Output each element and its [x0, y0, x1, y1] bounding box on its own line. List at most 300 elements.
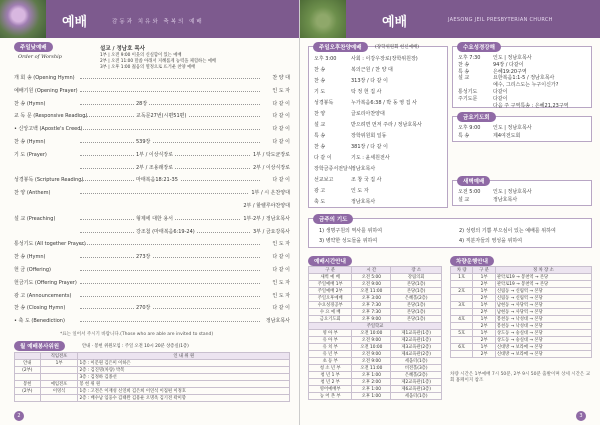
- school-cell: 오전 10:00: [352, 330, 391, 337]
- worship-row-leader: 다 같 이: [272, 177, 290, 184]
- friday-label: 금요기도회: [457, 112, 496, 122]
- worship-row-label: 찬 양 (Anthem): [14, 190, 51, 197]
- duty-table: [14, 352, 290, 402]
- schedule-value: 글로리아찬양대: [351, 111, 385, 117]
- duty-row: [15, 367, 290, 374]
- schedule-key: 오전 5:00: [458, 189, 481, 195]
- church-school-label: 주일학교: [309, 323, 442, 330]
- schedule-label: 예배시간안내: [308, 256, 352, 266]
- page-number-right: 3: [576, 411, 586, 421]
- car-cell: 5호: [451, 330, 473, 337]
- worship-row-label: 찬 송 (Closing Hymn): [14, 305, 66, 312]
- duty-cell: [40, 374, 78, 381]
- school-cell: 제2교육관(1층): [391, 337, 442, 344]
- dotted-leader: [80, 283, 260, 284]
- leaf-photo: [300, 0, 346, 38]
- schedule-value: 다음 주 구역특송 : 은혜21,23구역: [493, 102, 569, 109]
- evening-worship-label: 주일오후찬양예배: [313, 42, 368, 52]
- schedule-key: 설 교: [458, 75, 470, 82]
- worship-row: [14, 228, 290, 236]
- car-note: 차량 시간은 1부예배 7시 50분, 2부 9시 50분 출발이며 상세 시간은 교회 홈페이지 참조: [450, 372, 591, 383]
- car-cell: 신대방 → 보라매 → 본당: [495, 351, 591, 358]
- duty-subtitle: 안내 · 봉헌 위원모임 : 주일 오전 10시 20분 상층실(1층): [82, 344, 189, 349]
- schedule-value: 인 도 자: [351, 188, 369, 194]
- duty-header: 인 내 위 원: [78, 353, 290, 360]
- schedule-header: 시 간: [352, 267, 391, 274]
- worship-row-label: 성경봉독 (Scripture Reading): [14, 177, 84, 184]
- schedule-value: 예수, 그리스도는 누구이신가?: [493, 82, 559, 89]
- car-row: [451, 302, 592, 309]
- school-row: [309, 386, 442, 393]
- worship-row-leader: 인 도 자: [272, 292, 290, 299]
- worship-row-leader: 2부 / 할렐루야찬양대: [243, 203, 290, 209]
- right-banner-title: 예배: [382, 15, 408, 30]
- worship-row-detail: 2부 / 조용래장로: [136, 164, 174, 171]
- left-banner-subtitle: 감동과 치유와 축복의 예배: [112, 19, 204, 25]
- car-row: [451, 344, 592, 351]
- duty-cell: [15, 395, 41, 402]
- left-banner: [0, 0, 300, 38]
- car-cell: 1부: [473, 274, 495, 281]
- schedule-value: 제4여전도회: [493, 133, 521, 139]
- school-cell: 오후 1:00: [352, 393, 391, 400]
- schedule-value: 정남호목사: [351, 199, 376, 205]
- schedule-cell: 오후 3:00: [352, 295, 391, 302]
- worship-row-leader: 인 도 자: [272, 241, 290, 248]
- school-row: [309, 372, 442, 379]
- worship-row: [14, 100, 290, 108]
- car-row: [451, 309, 592, 316]
- school-cell: 영어예배부: [309, 386, 352, 393]
- schedule-value: 인도 | 정남호목사: [493, 55, 532, 61]
- dotted-leader: [80, 257, 260, 258]
- right-banner-subtitle: JAESONG JEIL PRESBYTERIAN CHURCH: [448, 17, 553, 23]
- schedule-key: 찬 송: [314, 78, 326, 84]
- worship-row-leader: 다 같 이: [272, 113, 290, 120]
- school-cell: 초 등 부: [309, 358, 352, 365]
- worship-row: [14, 176, 290, 184]
- car-cell: 1부: [473, 302, 495, 309]
- schedule-row: [309, 316, 442, 323]
- schedule-table: [308, 266, 442, 400]
- school-row: [309, 337, 442, 344]
- worship-row-leader: 인 도 자: [272, 87, 290, 94]
- schedule-value: 누가복음6:38 / 박 동 영 집 사: [351, 100, 417, 106]
- school-cell: 농 어 촌 부: [309, 393, 352, 400]
- worship-row-label: • 축 도 (Benediction): [14, 318, 65, 325]
- car-row: [451, 274, 592, 281]
- schedule-cell: 금요기도회: [309, 316, 352, 323]
- car-row: [451, 337, 592, 344]
- worship-row-label: • 신앙고백 (Apostle's Creed): [14, 126, 83, 133]
- schedule-value: 인도 | 정남호목사: [493, 125, 532, 131]
- schedule-cell: 수요성경공부: [309, 302, 352, 309]
- dotted-leader: [80, 129, 260, 130]
- schedule-key: 다 같 이: [314, 155, 332, 161]
- worship-row-detail: 1부 / 이상식장로: [136, 151, 174, 158]
- car-table: [450, 266, 592, 358]
- car-label: 차량운행안내: [450, 256, 494, 266]
- schedule-key: 성경봉독: [314, 100, 334, 106]
- car-cell: [451, 309, 473, 316]
- schedule-key: 특 송: [314, 133, 326, 139]
- school-row: [309, 379, 442, 386]
- schedule-header: 장 소: [391, 267, 442, 274]
- worship-row-detail: 강조첨 (마태복음6:19-24): [136, 228, 195, 235]
- car-table-wrap: [450, 266, 592, 358]
- dotted-leader: [80, 296, 260, 297]
- worship-row-label: 찬 송 (Hymn): [14, 139, 46, 145]
- car-cell: 2부: [473, 337, 495, 344]
- car-row: [451, 330, 592, 337]
- schedule-key: 광 고: [314, 188, 326, 194]
- car-cell: 남현동 → 사당역 → 본당: [495, 302, 591, 309]
- worship-row: [14, 240, 290, 248]
- schedule-key: 찬 송: [314, 144, 326, 150]
- schedule-value: 다같이: [493, 89, 508, 95]
- worship-row-label: 개 회 송 (Opening Hymn): [14, 75, 75, 81]
- schedule-value: 복의근원 / 찬 양 대: [351, 67, 393, 73]
- duty-header: 직임전포: [40, 353, 78, 360]
- worship-row-label: 기 도 (Prayer): [14, 151, 47, 158]
- worship-row: [14, 151, 290, 159]
- duty-cell: [40, 367, 78, 374]
- worship-row: [14, 304, 290, 312]
- sunday-worship-label: 주일낮예배: [14, 42, 53, 52]
- worship-row-detail: 28장: [136, 100, 148, 107]
- worship-row-label: 찬 송 (Hymn): [14, 254, 46, 261]
- schedule-value: 381장 / 다 같 이: [351, 144, 388, 150]
- worship-row-leader: 2부 / 이상식장로: [252, 164, 290, 171]
- car-cell: [451, 351, 473, 358]
- worship-row-leader: 다 같 이: [272, 100, 290, 107]
- duty-cell: 3층 : 김정하 김종선: [78, 374, 290, 381]
- school-cell: 청 년 1 부: [309, 372, 352, 379]
- duty-table-wrap: [14, 352, 290, 402]
- dotted-leader: [80, 270, 260, 271]
- car-cell: 6호: [451, 344, 473, 351]
- car-cell: 신림동 → 신림역 → 본당: [495, 295, 591, 302]
- car-cell: [451, 295, 473, 302]
- schedule-key: 오후 3:00: [314, 56, 337, 62]
- flower-photo: [0, 0, 46, 38]
- schedule-cell: 본당(1층): [391, 288, 442, 295]
- schedule-cell: 주일예배 2부: [309, 288, 352, 295]
- worship-row: [14, 125, 290, 133]
- schedule-header: 구 분: [309, 267, 352, 274]
- evening-worship-box: [308, 46, 448, 208]
- worship-row: [14, 279, 290, 287]
- schedule-key: 선교보고: [314, 177, 334, 183]
- worship-row-detail: 마태복음18:21-35: [136, 177, 178, 184]
- school-cell: 오전 11:00: [352, 365, 391, 372]
- school-cell: 세움터(1층): [391, 393, 442, 400]
- duty-cell: 예임전포: [40, 381, 78, 388]
- schedule-cell: 본당(1층): [391, 302, 442, 309]
- schedule-row: [309, 302, 442, 309]
- worship-row: [14, 253, 290, 261]
- schedule-cell: 새벽 예 배: [309, 274, 352, 281]
- schedule-cell: 주일오후예배: [309, 295, 352, 302]
- service-preacher: 설교 / 정남호 목사: [100, 46, 145, 52]
- car-cell: [451, 281, 473, 288]
- duty-row: [15, 381, 290, 388]
- car-header: 구 분: [473, 267, 495, 274]
- schedule-value: 사회 : 이강우장로(장학위원장): [351, 56, 418, 62]
- worship-row-detail: 270장: [136, 305, 151, 312]
- duty-cell: 1층 : 이문원 김은미 이하은: [78, 360, 290, 367]
- schedule-cell: 오후 7:30: [352, 309, 391, 316]
- schedule-key: 찬 송: [458, 61, 470, 68]
- school-cell: 제1교육관(1층): [391, 330, 442, 337]
- worship-row-leader: 1부·2부 / 정남호목사: [243, 215, 290, 222]
- car-cell: 2부: [473, 295, 495, 302]
- schedule-key: 오후 9:00: [458, 125, 481, 131]
- worship-row: [14, 87, 290, 95]
- school-cell: 세움터(1층): [391, 358, 442, 365]
- school-cell: 유 아 부: [309, 337, 352, 344]
- worship-row-leader: 1부 / 시 온찬양대: [251, 190, 290, 197]
- duty-cell: 봉헌: [15, 381, 41, 388]
- worship-row-label: 헌 금 (Offering): [14, 267, 51, 273]
- school-cell: 오후 2:00: [352, 379, 391, 386]
- prayer-item: 1) 생명구원의 역사를 위하여: [319, 228, 383, 234]
- car-cell: 상도동 → 숭실대 → 본당: [495, 330, 591, 337]
- worship-row-leader: 3부 / 금요강목사: [252, 228, 290, 235]
- order-of-worship: Order of Worship: [18, 54, 62, 60]
- left-banner-title: 예배: [62, 15, 88, 30]
- schedule-value: 정남호목사: [351, 166, 376, 172]
- duty-cell: (2부): [15, 367, 41, 374]
- car-cell: 신대방 → 보라매 → 본당: [495, 344, 591, 351]
- school-cell: 비전홀(3층): [391, 365, 442, 372]
- schedule-row: [309, 274, 442, 281]
- worship-row-label: 설 교 (Preaching): [14, 215, 56, 222]
- schedule-cell: 오후 9:00: [352, 316, 391, 323]
- worship-row: [14, 266, 290, 274]
- evening-worship-note: (장학위원회 헌신예배): [375, 45, 420, 50]
- worship-row-leader: 인 도 자: [272, 279, 290, 286]
- right-banner: [300, 0, 600, 38]
- car-cell: 4호: [451, 316, 473, 323]
- prayer-item: 2) 성령의 기쁨 부으심이 있는 예배를 위하여: [459, 228, 556, 234]
- duty-row: [15, 395, 290, 402]
- worship-row: [14, 317, 290, 325]
- dotted-leader: [80, 193, 260, 194]
- worship-row: [14, 189, 290, 197]
- car-row: [451, 323, 592, 330]
- school-cell: 은혜홀(2층): [391, 372, 442, 379]
- worship-row-leader: 다 같 이: [272, 139, 290, 145]
- worship-row-detail: 형제에 대한 용서: [136, 215, 173, 222]
- school-cell: 유 치 부: [309, 344, 352, 351]
- car-cell: 2호: [451, 288, 473, 295]
- schedule-value: 94장 / 다같이: [493, 61, 524, 68]
- schedule-key: 설 교: [458, 197, 470, 203]
- dawn-box: [452, 180, 592, 206]
- car-cell: 2부: [473, 323, 495, 330]
- car-cell: 봉천동 → 낙성대 → 본당: [495, 323, 591, 330]
- service-time-3: 3부 | 오후 1:00 젊음의 열정으로 뜨거운 찬양 예배: [100, 65, 196, 70]
- car-cell: 상도동 → 숭실대 → 본당: [495, 337, 591, 344]
- duty-cell: 봉 헌 위 원: [78, 381, 290, 388]
- worship-row-leader: 다 같 이: [272, 267, 290, 273]
- dotted-leader: [80, 142, 260, 143]
- duty-cell: 안내: [15, 360, 41, 367]
- school-cell: 영 아 부: [309, 330, 352, 337]
- duty-cell: [40, 395, 78, 402]
- school-cell: 제2교육관(1층): [391, 379, 442, 386]
- worship-row-label: 예배기원 (Opening Prayer): [14, 87, 78, 94]
- duty-cell: (2부): [15, 388, 41, 395]
- worship-row: [14, 215, 290, 223]
- wednesday-label: 수요성경강해: [457, 42, 501, 52]
- schedule-cell: 수 요 예 배: [309, 309, 352, 316]
- schedule-value: 정남호목사: [493, 197, 518, 203]
- car-cell: 관악로19 → 봉천역 → 본당: [495, 281, 591, 288]
- worship-row-leader: 정남호목사: [265, 318, 290, 325]
- school-cell: 청 소 년 부: [309, 365, 352, 372]
- church-school-header-row: [309, 323, 442, 330]
- school-cell: 제3교육관(2층): [391, 344, 442, 351]
- worship-row-detail: 교독문27번(시편51편): [136, 113, 187, 120]
- dotted-leader: [80, 321, 260, 322]
- car-cell: [451, 323, 473, 330]
- school-cell: 오전 9:00: [352, 358, 391, 365]
- worship-row-label: 광 고 (Announcements): [14, 292, 72, 299]
- duty-header: [15, 353, 41, 360]
- schedule-value: 조 창 국 집 사: [351, 177, 382, 183]
- schedule-cell: 오전 9:00: [352, 281, 391, 288]
- schedule-row: [309, 309, 442, 316]
- schedule-value: 기도 : 윤세원전사: [351, 155, 390, 161]
- duty-cell: 1층 : 고전은 이재성 신연희 김은희 이연석 이집편 이정호: [78, 388, 290, 395]
- wednesday-box: [452, 46, 592, 108]
- worship-row-detail: 273장: [136, 254, 151, 261]
- worship-row-label: 헌금기도 (Offering Prayer): [14, 279, 77, 286]
- car-cell: 2부: [473, 281, 495, 288]
- duty-cell: 2층 : 김진명(차량) 박복: [78, 367, 290, 374]
- schedule-row: [309, 288, 442, 295]
- schedule-key: 오후 7:30: [458, 55, 481, 61]
- school-cell: 오전 9:00: [352, 337, 391, 344]
- worship-row: [14, 112, 290, 120]
- car-header: 정 차 장 소: [495, 267, 591, 274]
- school-cell: 오전 9:00: [352, 351, 391, 358]
- schedule-value: 은혜19:20구역: [493, 68, 527, 75]
- worship-row: [14, 138, 290, 146]
- schedule-row: [309, 281, 442, 288]
- school-row: [309, 330, 442, 337]
- service-time-1: 1부 | 오전 9:00 이웃의 신실함이 있는 예배: [100, 53, 182, 58]
- dawn-label: 새벽예배: [457, 176, 490, 186]
- schedule-key: 주기도문: [458, 95, 478, 102]
- stand-note: *표는 일어서 주시기 바랍니다.(Those who are able are invited to stand): [60, 332, 214, 337]
- car-cell: 1부: [473, 288, 495, 295]
- schedule-key: 찬 송: [314, 67, 326, 73]
- duty-label: 월 예배봉사위원: [14, 341, 65, 351]
- worship-row-leader: 다 같 이: [272, 254, 290, 261]
- car-row: [451, 316, 592, 323]
- school-row: [309, 351, 442, 358]
- schedule-value: 다같이: [493, 95, 508, 102]
- schedule-key: 특 송: [458, 68, 470, 75]
- school-cell: 유 년 부: [309, 351, 352, 358]
- car-cell: 2부: [473, 309, 495, 316]
- dotted-leader: [80, 91, 260, 92]
- schedule-value: 313장 / 다 같 이: [351, 78, 388, 84]
- schedule-value: 요한복음1:1-5 / 정남호목사: [493, 75, 555, 82]
- duty-cell: 1부: [40, 360, 78, 367]
- car-cell: 1부: [473, 330, 495, 337]
- school-row: [309, 365, 442, 372]
- schedule-value: 인도 | 정남호목사: [493, 189, 532, 195]
- schedule-cell: 오전 5:00: [352, 274, 391, 281]
- school-cell: 오후 1:00: [352, 372, 391, 379]
- prayer-item: 4) 직분자들의 영성을 위하여: [459, 238, 523, 244]
- schedule-key: 기 도: [314, 89, 326, 95]
- car-row: [451, 295, 592, 302]
- car-row: [451, 351, 592, 358]
- service-time-2: 2부 | 오전 11:00 말씀 아래서 지혜롭게 능력을 체험하는 예배: [100, 59, 217, 64]
- worship-row-leader: 1부 / 탁도균장로: [252, 151, 290, 158]
- schedule-row: [309, 295, 442, 302]
- car-cell: 신림동 → 신림역 → 본당: [495, 288, 591, 295]
- school-cell: 제4교육관(2층): [391, 351, 442, 358]
- schedule-key: 설 교: [314, 122, 326, 128]
- schedule-key: 축 도: [314, 199, 326, 205]
- schedule-cell: 본당(1층): [391, 316, 442, 323]
- car-cell: [451, 337, 473, 344]
- schedule-key: 장학금증서전달식: [314, 166, 353, 172]
- worship-row-label: 통성기도 (All together Prayer): [14, 241, 86, 248]
- schedule-cell: 오후 7:30: [352, 302, 391, 309]
- worship-row-leader: 찬 양 대: [272, 75, 290, 81]
- schedule-cell: 오전 11:00: [352, 288, 391, 295]
- car-cell: 1부: [473, 316, 495, 323]
- car-cell: 2부: [473, 351, 495, 358]
- worship-row: [14, 292, 290, 300]
- car-cell: 1부: [473, 344, 495, 351]
- car-row: [451, 288, 592, 295]
- schedule-cell: 강림의회: [391, 274, 442, 281]
- duty-cell: 이영식: [40, 388, 78, 395]
- dotted-leader: [80, 104, 260, 105]
- prayer-box: [308, 218, 592, 248]
- schedule-cell: 본당(1층): [391, 309, 442, 316]
- car-cell: 봉천동 → 낙성대 → 본당: [495, 316, 591, 323]
- worship-row-leader: 다 같 이: [272, 305, 290, 312]
- worship-row-detail: 539장: [136, 139, 151, 145]
- duty-cell: [15, 374, 41, 381]
- duty-row: [15, 388, 290, 395]
- worship-row-leader: 다 같 이: [272, 126, 290, 133]
- right-page: [300, 0, 600, 425]
- schedule-cell: 본당(1층): [391, 281, 442, 288]
- page-number-left: 2: [14, 411, 24, 421]
- friday-box: [452, 116, 592, 142]
- school-cell: 청 년 2 부: [309, 379, 352, 386]
- school-cell: 오전 10:00: [352, 344, 391, 351]
- school-row: [309, 393, 442, 400]
- school-cell: 오후 1:00: [352, 386, 391, 393]
- worship-row-label: 찬 송 (Hymn): [14, 100, 46, 107]
- duty-row: [15, 374, 290, 381]
- car-cell: 관악로19 → 봉천역 → 본당: [495, 274, 591, 281]
- duty-cell: 2층 : 배수남 임웅수 김태완 김용운 오명옥 김기전 곽미향: [78, 395, 290, 402]
- car-cell: 남현동 → 사당역 → 본당: [495, 309, 591, 316]
- schedule-cell: 주일예배 1부: [309, 281, 352, 288]
